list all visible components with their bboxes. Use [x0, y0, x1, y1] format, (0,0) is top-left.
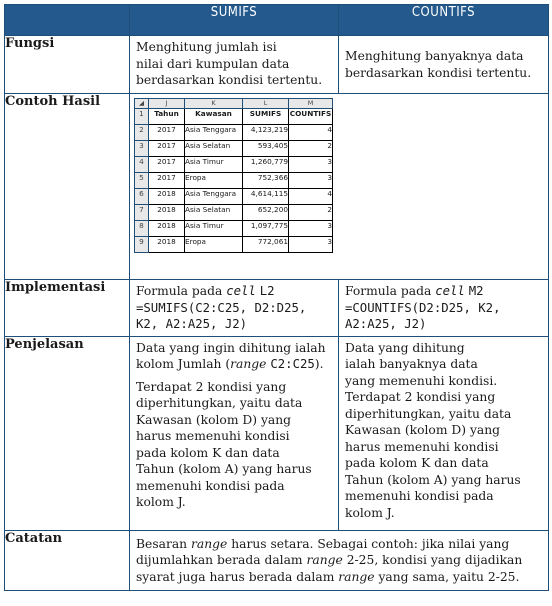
text-line: pada kolom K dan data	[136, 445, 280, 460]
column-letter: L	[243, 99, 289, 109]
sheet-header-cell: SUMIFS	[243, 109, 289, 125]
sheet-cell: 752,366	[243, 173, 289, 189]
text-line: ialah banyaknya data	[345, 357, 478, 371]
sheet-cell: 2018	[149, 221, 185, 237]
text-line: harus memenuhi kondisi	[136, 429, 290, 443]
sheet-row	[135, 173, 333, 189]
sheet-cell: 593,405	[243, 141, 289, 157]
sheet-row	[135, 221, 333, 237]
implementasi-sumifs	[130, 280, 339, 337]
row-number: 8	[135, 221, 149, 237]
implementasi-countifs	[339, 280, 549, 337]
catatan-text	[130, 530, 549, 590]
row-number: 7	[135, 205, 149, 221]
header-row	[5, 5, 549, 36]
column-header-row	[135, 99, 333, 109]
header-blank	[5, 5, 130, 36]
text-line: pada kolom K dan data	[345, 456, 489, 470]
text-line: yang memenuhi kondisi.	[345, 373, 498, 388]
text-line: Terdapat 2 kondisi yang	[136, 379, 287, 394]
sheet-cell: 2	[289, 141, 333, 157]
text-line: Data yang dihitung	[345, 340, 465, 355]
sheet-row	[135, 157, 333, 173]
row-fungsi	[5, 36, 549, 94]
row-number: 4	[135, 157, 149, 173]
sheet-row	[135, 125, 333, 141]
text-line: Tahun (kolom A) yang harus	[345, 472, 521, 487]
text-line: Tahun (kolom A) yang harus	[136, 462, 312, 476]
label-fungsi: Fungsi	[5, 36, 130, 94]
fungsi-countifs	[339, 36, 549, 94]
sheet-cell: Asia Selatan	[185, 205, 243, 221]
spreadsheet	[134, 98, 333, 253]
sheet-cell: Asia Timur	[185, 221, 243, 237]
text-line: Kawasan (kolom D) yang	[345, 423, 501, 437]
sheet-cell: 2017	[149, 141, 185, 157]
header-sumifs: SUMIFS	[130, 5, 339, 36]
sheet-cell: Asia Tenggara	[185, 189, 243, 205]
sheet-header-cell: Tahun	[149, 109, 185, 125]
sheet-cell: 3	[289, 173, 333, 189]
text-line: berdasarkan kondisi tertentu.	[136, 73, 323, 87]
penjelasan-sumifs	[130, 336, 339, 530]
sheet-header-row	[135, 109, 333, 125]
row-number: 6	[135, 189, 149, 205]
sheet-row	[135, 205, 333, 221]
sheet-header-cell: Kawasan	[185, 109, 243, 125]
label-catatan: Catatan	[5, 530, 130, 590]
sheet-cell: 2	[289, 205, 333, 221]
sheet-cell: 2018	[149, 237, 185, 253]
row-catatan	[5, 530, 549, 590]
text-line: memenuhi kondisi pada	[345, 489, 494, 503]
sheet-cell: 4,123,219	[243, 125, 289, 141]
formula-line: =COUNTIFS(D2:D25, K2,	[345, 300, 501, 315]
text-line: kolom J.	[345, 505, 395, 520]
sheet-cell: Asia Selatan	[185, 141, 243, 157]
sheet-cell: 3	[289, 157, 333, 173]
sheet-cell: 4	[289, 189, 333, 205]
row-number: 1	[135, 109, 149, 125]
column-letter: J	[149, 99, 185, 109]
sheet-row	[135, 141, 333, 157]
sheet-cell: 2017	[149, 157, 185, 173]
row-penjelasan	[5, 336, 549, 530]
sheet-cell: 2018	[149, 189, 185, 205]
text-line: Data yang ingin dihitung ialah	[136, 340, 326, 355]
sheet-cell: 4	[289, 125, 333, 141]
text-line: Besaran range harus setara. Sebagai contoh: jika nilai yang	[136, 536, 510, 551]
sheet-cell: 3	[289, 237, 333, 253]
penjelasan-countifs	[339, 336, 549, 530]
text-line: nilai dari kumpulan data	[136, 56, 290, 71]
row-implementasi	[5, 280, 549, 337]
text-line: Kawasan (kolom D) yang	[136, 412, 292, 427]
sheet-row	[135, 237, 333, 253]
text-line: Menghitung jumlah isi	[136, 40, 277, 54]
sheet-cell: 1,260,779	[243, 157, 289, 173]
sheet-cell: 2018	[149, 205, 185, 221]
formula-caption: Formula pada cell M2	[345, 284, 484, 298]
sheet-cell: 3	[289, 221, 333, 237]
formula-line: =SUMIFS(C2:C25, D2:D25,	[136, 300, 307, 315]
text-line: kolom J.	[136, 495, 186, 509]
text-line: diperhitungkan, yaitu data	[136, 396, 303, 410]
text-line: syarat juga harus berada dalam range yang sama, yaitu 2-25.	[136, 569, 520, 584]
corner-cell: ◢	[135, 99, 149, 109]
row-number: 9	[135, 237, 149, 253]
row-number: 2	[135, 125, 149, 141]
spreadsheet-container	[130, 94, 549, 280]
formula-line: K2, A2:A25, J2)	[136, 317, 248, 331]
sheet-cell: Asia Tenggara	[185, 125, 243, 141]
label-contoh-hasil: Contoh Hasil	[5, 94, 130, 280]
header-countifs: COUNTIFS	[339, 5, 549, 36]
sheet-cell: 652,200	[243, 205, 289, 221]
text-line: memenuhi kondisi pada	[136, 478, 285, 493]
column-letter: K	[185, 99, 243, 109]
sheet-cell: 2017	[149, 173, 185, 189]
sheet-cell: Eropa	[185, 237, 243, 253]
comparison-table	[4, 4, 549, 591]
row-number: 5	[135, 173, 149, 189]
formula-line: A2:A25, J2)	[345, 317, 427, 331]
text-line: Terdapat 2 kondisi yang	[345, 390, 496, 404]
sheet-cell: Eropa	[185, 173, 243, 189]
text-line: dijumlahkan berada dalam range 2-25, kondisi yang dijadikan	[136, 553, 523, 567]
sheet-cell: Asia Timur	[185, 157, 243, 173]
sheet-cell: 4,614,115	[243, 189, 289, 205]
text-line: berdasarkan kondisi tertentu.	[345, 65, 532, 80]
text-line: diperhitungkan, yaitu data	[345, 406, 512, 421]
text-line: Menghitung banyaknya data	[345, 49, 524, 63]
label-penjelasan: Penjelasan	[5, 336, 130, 530]
row-contoh	[5, 94, 549, 280]
row-number: 3	[135, 141, 149, 157]
text-line: harus memenuhi kondisi	[345, 439, 499, 454]
sheet-cell: 772,061	[243, 237, 289, 253]
formula-caption: Formula pada cell L2	[136, 284, 275, 298]
sheet-cell: 1,097,775	[243, 221, 289, 237]
text-line: kolom Jumlah (range C2:C25).	[136, 357, 324, 371]
fungsi-sumifs	[130, 36, 339, 94]
column-letter: M	[289, 99, 333, 109]
label-implementasi: Implementasi	[5, 280, 130, 337]
sheet-row	[135, 189, 333, 205]
sheet-header-cell: COUNTIFS	[289, 109, 333, 125]
sheet-cell: 2017	[149, 125, 185, 141]
